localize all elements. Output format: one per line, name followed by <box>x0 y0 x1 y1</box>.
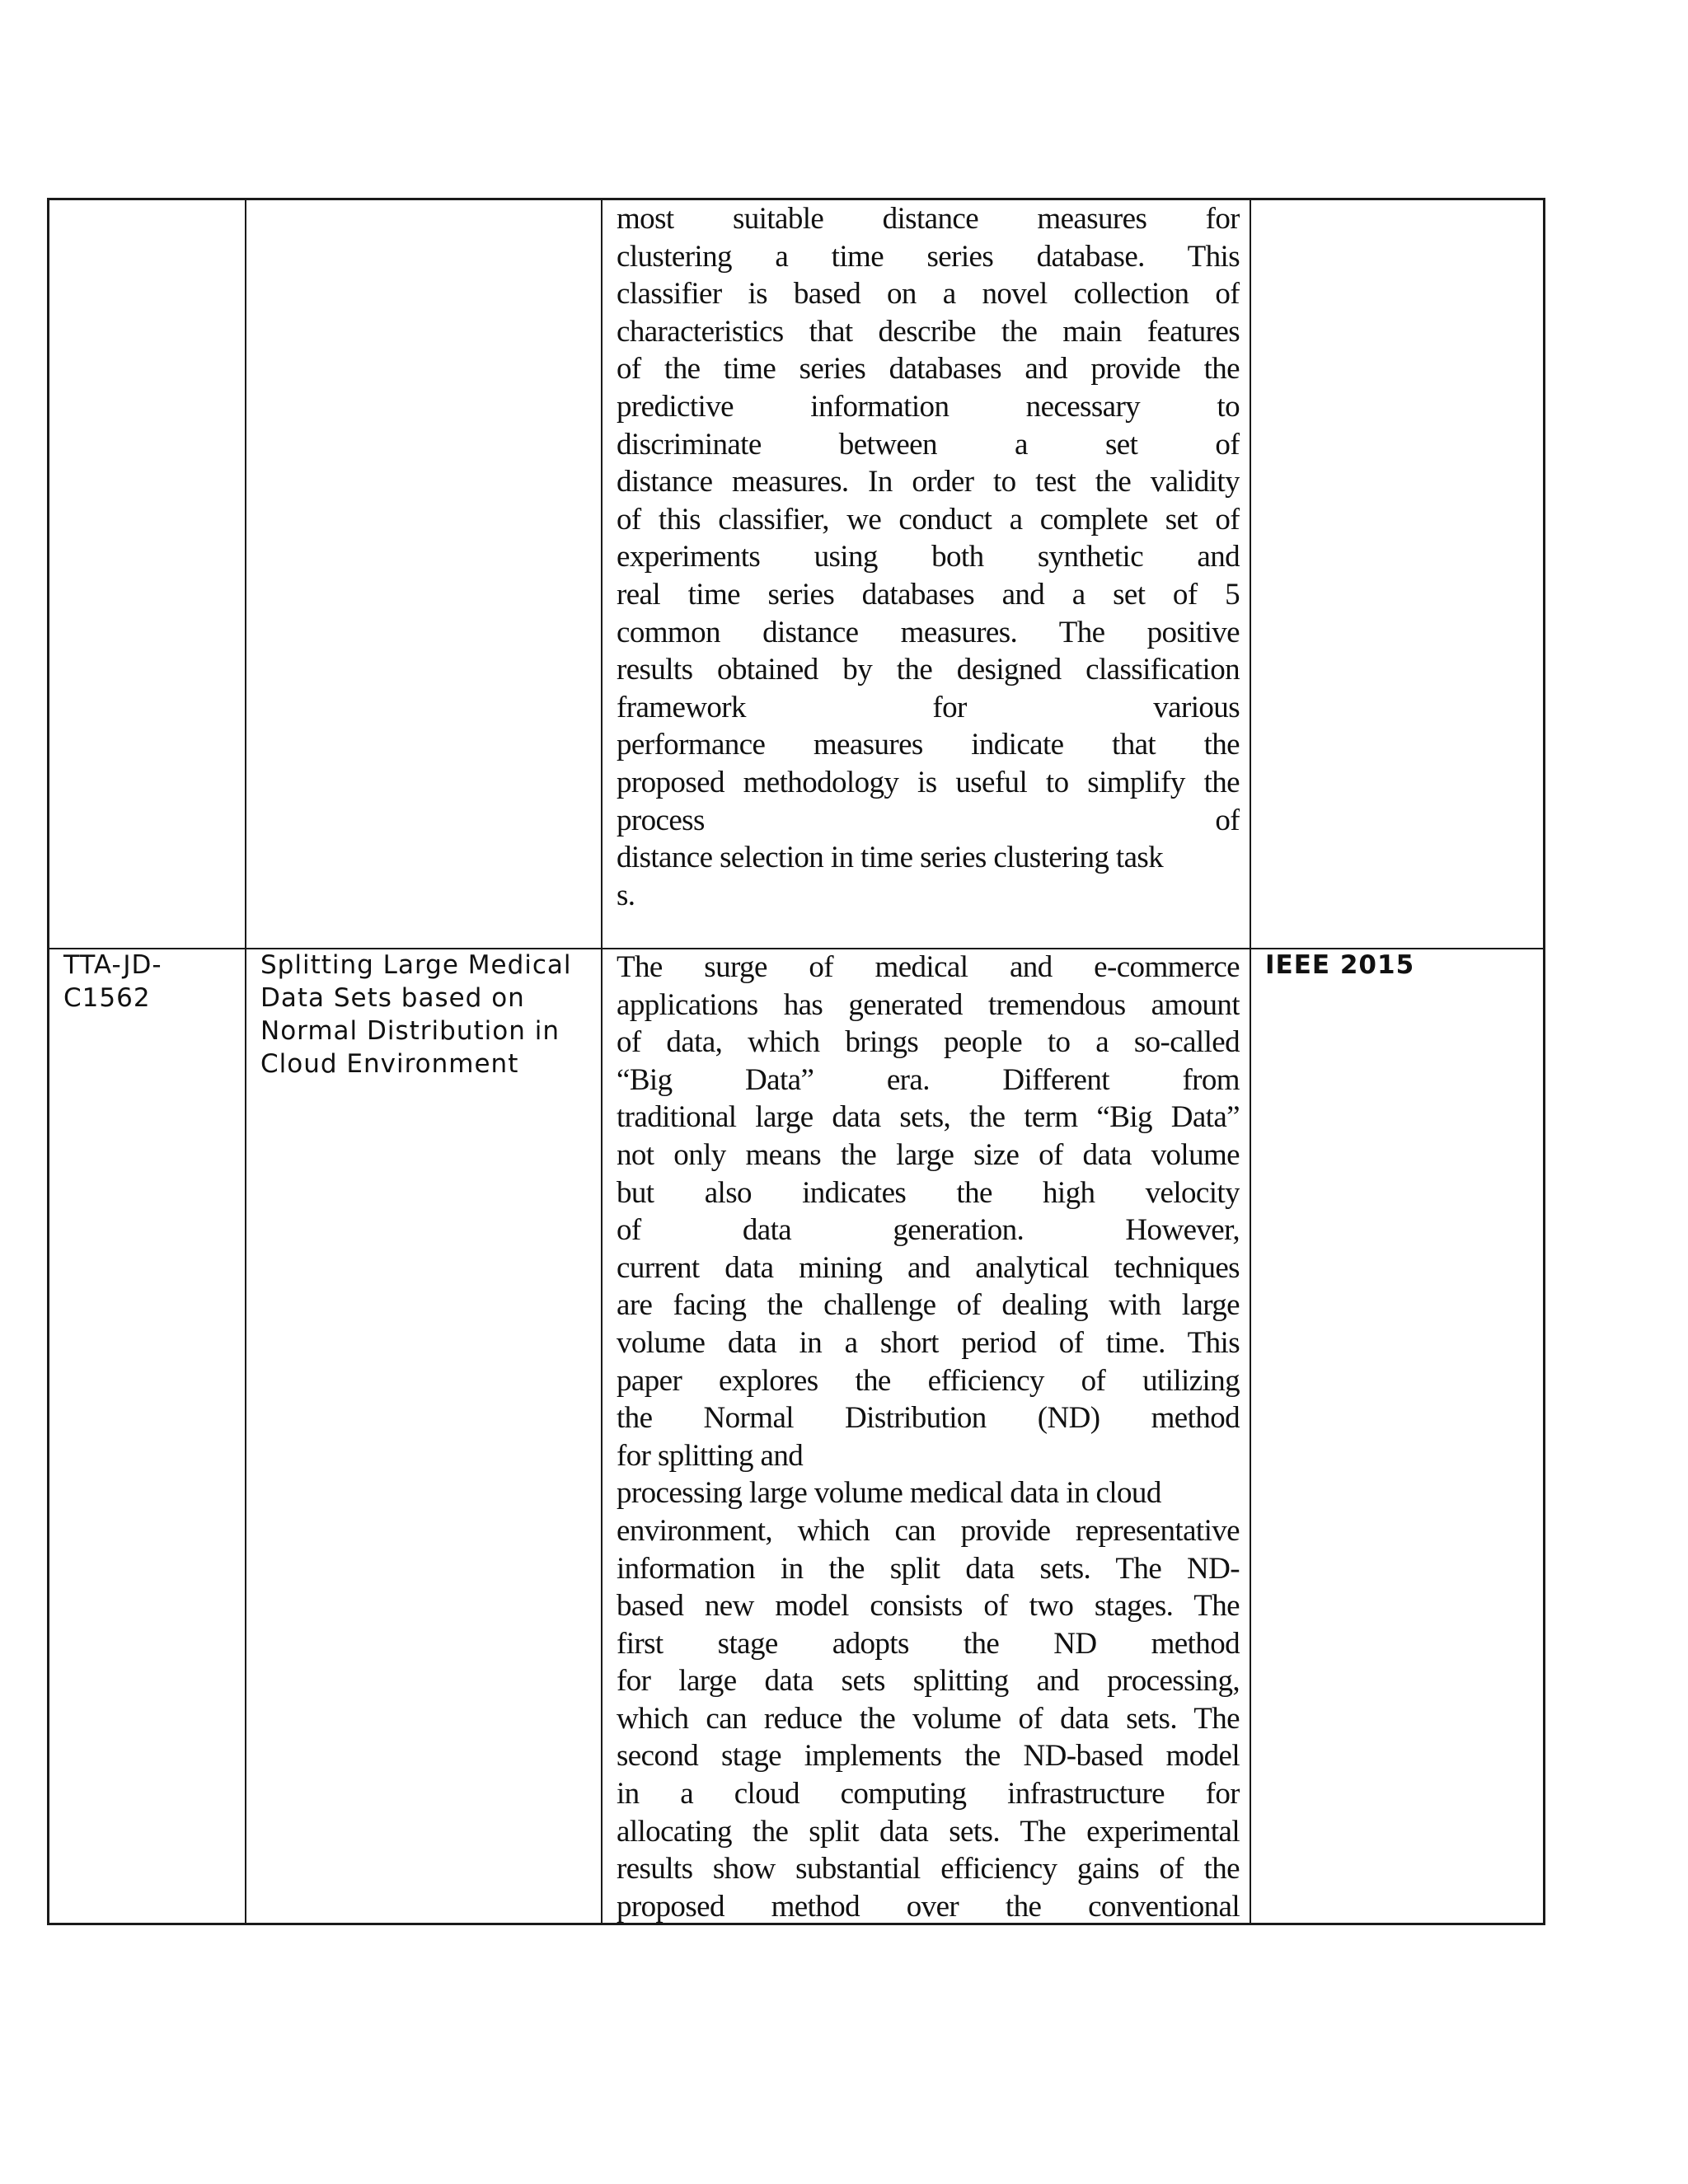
abstract-line: of this classifier, we conduct a complete set of <box>617 502 1240 537</box>
abstract-line: distance measures. In order to test the validity <box>617 465 1240 499</box>
abstract-line: distance selection in time series clustering task <box>617 841 1164 875</box>
abstract-line: of data generation. However, <box>617 1213 1240 1248</box>
abstract-line: not only means the large size of data volume <box>617 1137 1240 1172</box>
row-1-abstract-cell <box>617 200 1240 914</box>
abstract-line: applications has generated tremendous amount <box>617 987 1240 1022</box>
abstract-line: process of <box>617 803 1240 837</box>
papers-table <box>47 198 1545 1925</box>
row-1-abstract <box>617 200 1240 914</box>
abstract-line: discriminate between a set of <box>617 427 1240 462</box>
paper-title-line: Data Sets based on <box>260 983 525 1013</box>
abstract-line: are facing the challenge of dealing with large <box>617 1288 1240 1323</box>
paper-title-line: Splitting Large Medical <box>260 950 572 980</box>
abstract-line: common distance measures. The positive <box>617 615 1240 649</box>
abstract-line: second stage implements the ND-based model <box>617 1739 1240 1774</box>
row-2-year-cell <box>1265 949 1537 982</box>
abstract-line: but also indicates the high velocity <box>617 1175 1240 1210</box>
abstract-line: proposed methodology is useful to simplify the <box>617 765 1240 799</box>
abstract-line: experiments using both synthetic and <box>617 540 1240 574</box>
row-2-abstract <box>617 949 1240 1925</box>
abstract-line: performance measures indicate that the <box>617 728 1240 762</box>
abstract-line: s. <box>617 878 635 912</box>
abstract-line: the Normal Distribution (ND) method <box>617 1401 1240 1436</box>
abstract-line: paper explores the efficiency of utilizing <box>617 1363 1240 1398</box>
abstract-line: current data mining and analytical techniques <box>617 1250 1240 1285</box>
abstract-line: first stage adopts the ND method <box>617 1626 1240 1661</box>
row-1-year-cell <box>1251 200 1545 948</box>
abstract-line: The surge of medical and e-commerce <box>617 950 1240 984</box>
column-divider <box>601 200 603 1923</box>
abstract-line: proposed method over the conventional <box>617 1889 1240 1924</box>
paper-title-line: Cloud Environment <box>260 1049 519 1079</box>
abstract-line: allocating the split data sets. The experimental <box>617 1814 1240 1849</box>
abstract-line: which can reduce the volume of data sets. The <box>617 1701 1240 1736</box>
paper-code-line: C1562 <box>63 983 151 1013</box>
abstract-line: information in the split data sets. The ND- <box>617 1551 1240 1586</box>
abstract-line: for large data sets splitting and processing, <box>617 1664 1240 1699</box>
abstract-line: clustering a time series database. This <box>617 239 1240 274</box>
abstract-line: predictive information necessary to <box>617 389 1240 424</box>
abstract-line: of data, which brings people to a so-called <box>617 1025 1240 1060</box>
abstract-line: volume data in a short period of time. This <box>617 1325 1240 1360</box>
row-1-code-cell <box>49 200 245 948</box>
row-1-title-cell <box>246 200 601 948</box>
abstract-line: processing large volume medical data in cloud <box>617 1476 1161 1511</box>
abstract-line: for splitting and <box>617 1438 804 1473</box>
abstract-line: classifier is based on a novel collection of <box>617 277 1240 312</box>
publication-year: IEEE 2015 <box>1265 950 1415 980</box>
row-2-code-cell <box>63 949 238 1015</box>
abstract-line: based new model consists of two stages. The <box>617 1589 1240 1624</box>
row-2-abstract-cell <box>617 949 1240 1925</box>
paper-title-line: Normal Distribution in <box>260 1016 560 1046</box>
abstract-line: results obtained by the designed classification <box>617 653 1240 687</box>
abstract-line: in a cloud computing infrastructure for <box>617 1777 1240 1811</box>
row-2-title-cell <box>260 949 598 1080</box>
abstract-line: traditional large data sets, the term “Big Data” <box>617 1100 1240 1135</box>
abstract-line: results show substantial efficiency gains of the <box>617 1852 1240 1886</box>
abstract-line: most suitable distance measures for <box>617 202 1240 236</box>
abstract-line: “Big Data” era. Different from <box>617 1062 1240 1097</box>
abstract-line: characteristics that describe the main features <box>617 314 1240 349</box>
abstract-line: environment, which can provide representative <box>617 1513 1240 1548</box>
abstract-line: framework for various <box>617 690 1240 724</box>
abstract-line: real time series databases and a set of 5 <box>617 577 1240 612</box>
abstract-line: of the time series databases and provide the <box>617 352 1240 387</box>
paper-code-line: TTA-JD- <box>63 950 162 980</box>
